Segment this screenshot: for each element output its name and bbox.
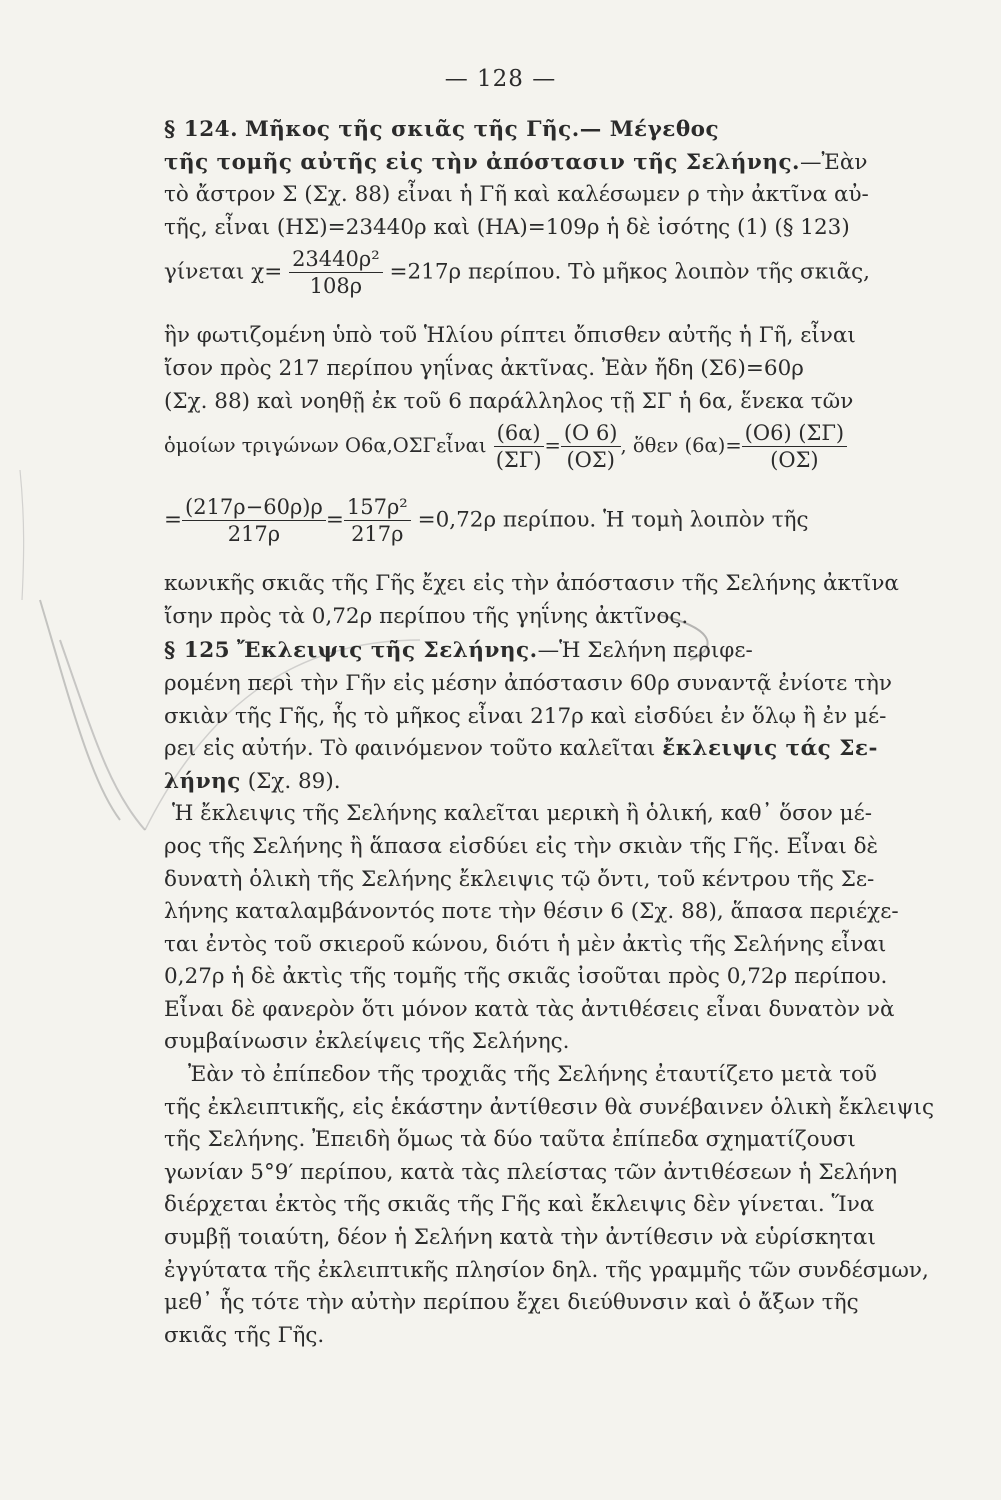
text-line: δυνατὴ ὁλικὴ τῆς Σελήνης ἔκλειψις τῷ ὄντι, τοῦ κέντρου τῆς Σε-: [164, 866, 875, 892]
denominator: (ΟΣ): [770, 448, 819, 473]
numerator: 23440ρ²: [289, 246, 383, 273]
section-125-number: § 125: [164, 638, 231, 664]
numerator: (Ο6) (ΣΓ): [742, 420, 847, 447]
denominator: (ΣΓ): [495, 448, 542, 473]
text-line: σκιᾶς τῆς Γῆς.: [164, 1322, 325, 1348]
text-line: λήνης καταλαμβάνοντός ποτε τὴν θέσιν 6 (Σχ. 88), ἅπασα περιέχε-: [164, 899, 899, 925]
fraction: [289, 246, 383, 299]
text-line: 0,27ρ ἡ δὲ ἀκτὶς τῆς τομῆς τῆς σκιᾶς ἰσοῦται πρὸς 0,72ρ περίπου.: [164, 964, 888, 990]
denominator: 217ρ: [351, 522, 404, 547]
section-124-title-2: τῆς τομῆς αὐτῆς εἰς τὴν ἀπόστασιν τῆς Σελήνης.: [164, 149, 801, 175]
term-eclipse-2: λήνης: [164, 768, 241, 794]
fraction: [742, 420, 847, 473]
numerator: (6α): [494, 420, 544, 447]
text-line: (Σχ. 88) καὶ νοηθῇ ἐκ τοῦ 6 παράλληλος τῇ ΣΓ ἡ 6α, ἕνεκα τῶν: [164, 388, 854, 414]
section-124-heading-line-2: [164, 147, 910, 180]
formula-similar-triangles: [164, 420, 910, 488]
formula-suffix: =217ρ περίπου. Τὸ μῆκος λοιπὸν τῆς σκιᾶς,: [389, 259, 870, 285]
formula-shadow-length: [164, 246, 910, 314]
fraction: [493, 420, 545, 473]
text-line: ἣν φωτιζομένη ὑπὸ τοῦ Ἡλίου ρίπτει ὄπισθεν αὐτῆς ἡ Γῆ, εἶναι: [164, 323, 856, 349]
numerator: 157ρ²: [344, 494, 411, 521]
page-body: [164, 114, 935, 1352]
formula-section-radius: [164, 494, 910, 562]
text-line: ἴσην πρὸς τὰ 0,72ρ περίπου τῆς γηΐνης ἀκτῖνος.: [164, 603, 689, 629]
formula-middle: , ὅθεν (6α)=: [620, 434, 742, 458]
text-line: σκιὰν τῆς Γῆς, ἧς τὸ μῆκος εἶναι 217ρ καὶ εἰσδύει ἐν ὅλῳ ἢ ἐν μέ-: [164, 703, 887, 729]
text-line: διέρχεται ἐκτὸς τῆς σκιᾶς τῆς Γῆς καὶ ἔκλειψις δὲν γίνεται. Ἵνα: [164, 1192, 875, 1218]
fraction: [561, 420, 621, 473]
numerator: (217ρ−60ρ)ρ: [182, 494, 326, 521]
text-line: —Ἡ Σελήνη περιφε-: [537, 638, 753, 664]
section-124-number: § 124.: [164, 117, 239, 142]
text-line: ρος τῆς Σελήνης ἢ ἅπασα εἰσδύει εἰς τὴν σκιὰν τῆς Γῆς. Εἶναι δὲ: [164, 833, 879, 859]
equals-sign: =: [544, 434, 561, 458]
text-segment: (Σχ. 89).: [247, 768, 341, 794]
section-124-title: Μῆκος τῆς σκιᾶς τῆς Γῆς.— Μέγεθος: [244, 117, 720, 142]
denominator: 217ρ: [227, 522, 281, 547]
text-line: —Ἐὰν: [800, 149, 868, 175]
text-line: Ἡ ἔκλειψις τῆς Σελήνης καλεῖται μερικὴ ἢ ὁλική, καθ᾽ ὅσον μέ-: [172, 801, 873, 827]
text-line: ἴσον πρὸς 217 περίπου γηΐνας ἀκτῖνας. Ἐὰν ἤδη (Σ6)=60ρ: [164, 355, 804, 381]
text-line: τῆς Σελήνης. Ἐπειδὴ ὅμως τὰ δύο ταῦτα ἐπίπεδα σχηματίζουσι: [164, 1127, 856, 1153]
text-line: τῆς ἐκλειπτικῆς, εἰς ἑκάστην ἀντίθεσιν θὰ συνέβαινεν ὁλικὴ ἔκλειψις: [164, 1094, 935, 1120]
text-segment: ρει εἰς αὐτήν. Τὸ φαινόμενον τοῦτο καλεῖται: [164, 736, 656, 762]
page-number: — 128 —: [444, 66, 557, 92]
text-line: τῆς, εἶναι (ΗΣ)=23440ρ καὶ (ΗΑ)=109ρ ἡ δὲ ἰσότης (1) (§ 123): [164, 214, 850, 240]
denominator: (ΟΣ): [566, 448, 615, 473]
section-125-title: Ἔκλειψις τῆς Σελήνης.: [236, 638, 538, 664]
text-line: Ἐὰν τὸ ἐπίπεδον τῆς τροχιᾶς τῆς Σελήνης ἐταυτίζετο μετὰ τοῦ: [188, 1062, 877, 1088]
text-line: ἐγγύτατα τῆς ἐκλειπτικῆς πλησίον δηλ. τῆς γραμμῆς τῶν συνδέσμων,: [164, 1257, 929, 1283]
denominator: 108ρ: [309, 274, 363, 299]
fraction: [344, 494, 411, 547]
text-line: συμβαίνωσιν ἐκλείψεις τῆς Σελήνης.: [164, 1029, 570, 1055]
text-line: μεθ᾽ ἧς τότε τὴν αὐτὴν περίπου ἔχει διεύθυνσιν καὶ ὁ ἄξων τῆς: [164, 1290, 859, 1316]
formula-suffix: =0,72ρ περίπου. Ἡ τομὴ λοιπὸν τῆς: [417, 507, 809, 533]
text-line: [164, 766, 910, 799]
text-line: τὸ ἄστρον Σ (Σχ. 88) εἶναι ἡ Γῆ καὶ καλέσωμεν ρ τὴν ἀκτῖνα αὐ-: [164, 182, 869, 208]
section-124-heading-line: [164, 114, 910, 147]
equals-sign: =: [164, 507, 183, 533]
text-line: ρομένη περὶ τὴν Γῆν εἰς μέσην ἀπόστασιν 60ρ συναντᾷ ἐνίοτε τὴν: [164, 670, 892, 696]
formula-prefix: γίνεται χ=: [164, 259, 283, 285]
numerator: (Ο 6): [561, 420, 621, 447]
fraction: [182, 494, 326, 547]
term-eclipse: ἔκλειψις τάς Σε-: [662, 736, 878, 762]
text-line: συμβῇ τοιαύτη, δέον ἡ Σελήνη κατὰ τὴν ἀντίθεσιν νὰ εὑρίσκηται: [164, 1225, 876, 1251]
formula-prefix: ὁμοίων τριγώνων Ο6α,ΟΣΓεἶναι: [164, 434, 487, 458]
equals-sign: =: [325, 507, 344, 533]
text-line: κωνικῆς σκιᾶς τῆς Γῆς ἔχει εἰς τὴν ἀπόστασιν τῆς Σελήνης ἀκτῖνα: [164, 571, 899, 597]
text-line: ται ἐντὸς τοῦ σκιεροῦ κώνου, διότι ἡ μὲν ἀκτὶς τῆς Σελήνης εἶναι: [164, 931, 887, 957]
text-line: Εἶναι δὲ φανερὸν ὅτι μόνον κατὰ τὰς ἀντιθέσεις εἶναι δυνατὸν νὰ: [164, 996, 895, 1022]
text-line: γωνίαν 5°9′ περίπου, κατὰ τὰς πλείστας τῶν ἀντιθέσεων ἡ Σελήνη: [164, 1159, 898, 1185]
section-125-heading-line: [164, 635, 910, 668]
text-line: [164, 733, 910, 766]
